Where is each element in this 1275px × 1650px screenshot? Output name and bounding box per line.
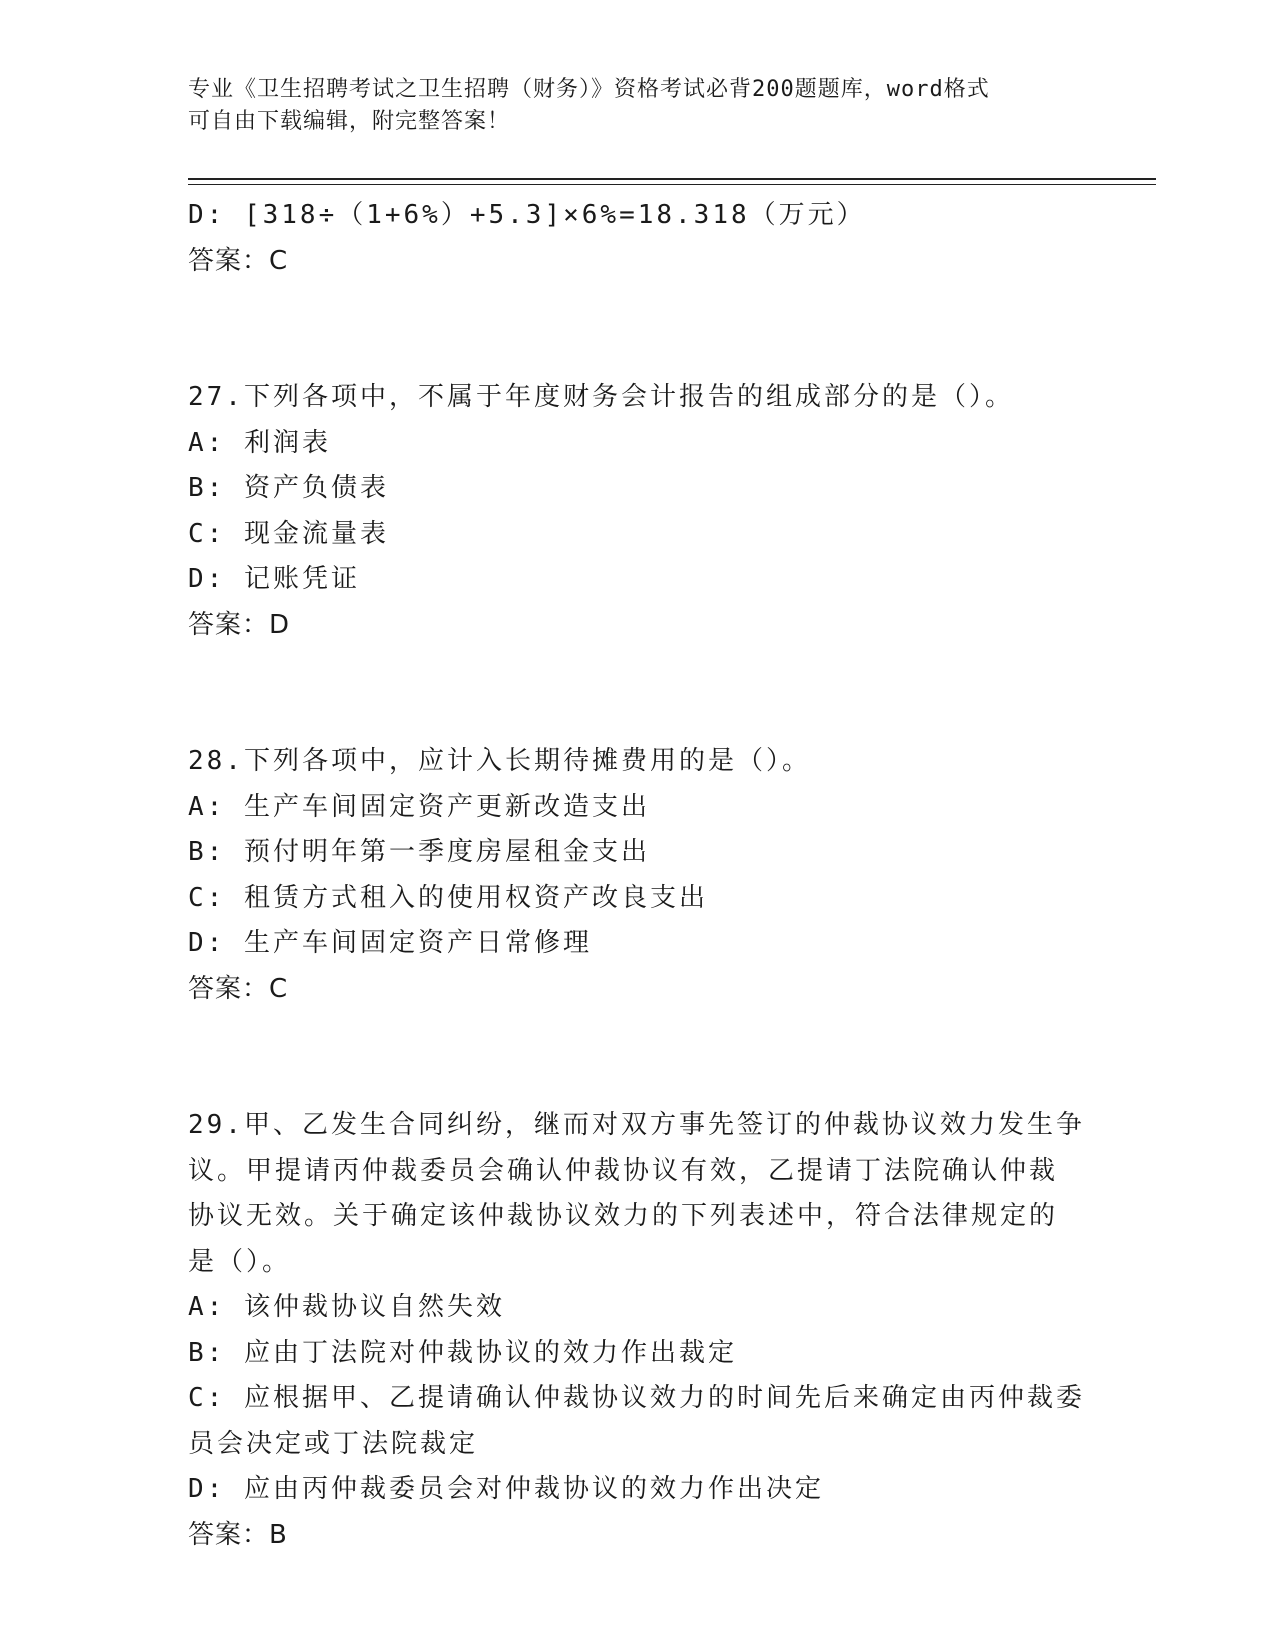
- document-body: [188, 193, 1088, 1558]
- answer-line: 答案：B: [188, 1519, 288, 1550]
- option-c: C: 租赁方式租入的使用权资产改良支出: [188, 882, 708, 913]
- header-rule-thin: [188, 184, 1156, 185]
- option-d: D: [318÷（1+6%）+5.3]×6%=18.318（万元）: [188, 200, 866, 230]
- question-stem: 27.下列各项中，不属于年度财务会计报告的组成部分的是（）。: [188, 382, 1014, 412]
- header-line-2: 可自由下载编辑，附完整答案！: [188, 109, 511, 134]
- option-d: D: 应由丙仲裁委员会对仲裁协议的效力作出决定: [188, 1474, 824, 1504]
- option-b: B: 预付明年第一季度房屋租金支出: [188, 837, 650, 867]
- header-rule-thick: [188, 178, 1156, 180]
- option-c-line-1: C: 应根据甲、乙提请确认仲裁协议效力的时间先后来确定由丙仲裁委: [188, 1383, 1085, 1413]
- option-b: B: 资产负债表: [188, 473, 389, 503]
- option-c-line-2: 员会决定或丁法院裁定: [188, 1428, 479, 1459]
- option-d: D: 记账凭证: [188, 564, 360, 594]
- question-stem: 28.下列各项中，应计入长期待摊费用的是（）。: [188, 746, 811, 776]
- question-stem-line-2: 议。甲提请丙仲裁委员会确认仲裁协议有效，乙提请丁法院确认仲裁: [188, 1155, 1059, 1186]
- prev-question-tail: [188, 193, 1088, 284]
- question-29: [188, 1103, 1088, 1558]
- option-a: A: 生产车间固定资产更新改造支出: [188, 791, 650, 822]
- answer-line: 答案：C: [188, 245, 289, 276]
- document-header: [188, 74, 1088, 138]
- question-stem-line-1: 29.甲、乙发生合同纠纷，继而对双方事先签订的仲裁协议效力发生争: [188, 1110, 1085, 1140]
- option-c: C: 现金流量表: [188, 518, 389, 549]
- option-b: B: 应由丁法院对仲裁协议的效力作出裁定: [188, 1337, 737, 1368]
- option-a: A: 该仲裁协议自然失效: [188, 1292, 505, 1322]
- option-d: D: 生产车间固定资产日常修理: [188, 928, 592, 958]
- question-stem-line-4: 是（）。: [188, 1246, 292, 1277]
- spacer: [188, 648, 1088, 739]
- question-stem-line-3: 协议无效。关于确定该仲裁协议效力的下列表述中，符合法律规定的: [188, 1201, 1059, 1231]
- option-a: A: 利润表: [188, 427, 331, 458]
- question-27: [188, 375, 1088, 648]
- answer-line: 答案：C: [188, 973, 289, 1004]
- answer-line: 答案：D: [188, 609, 291, 640]
- spacer: [188, 1012, 1088, 1103]
- question-28: [188, 739, 1088, 1012]
- spacer: [188, 284, 1088, 375]
- header-line-1: 专业《卫生招聘考试之卫生招聘（财务）》资格考试必背200题题库，word格式: [188, 77, 990, 102]
